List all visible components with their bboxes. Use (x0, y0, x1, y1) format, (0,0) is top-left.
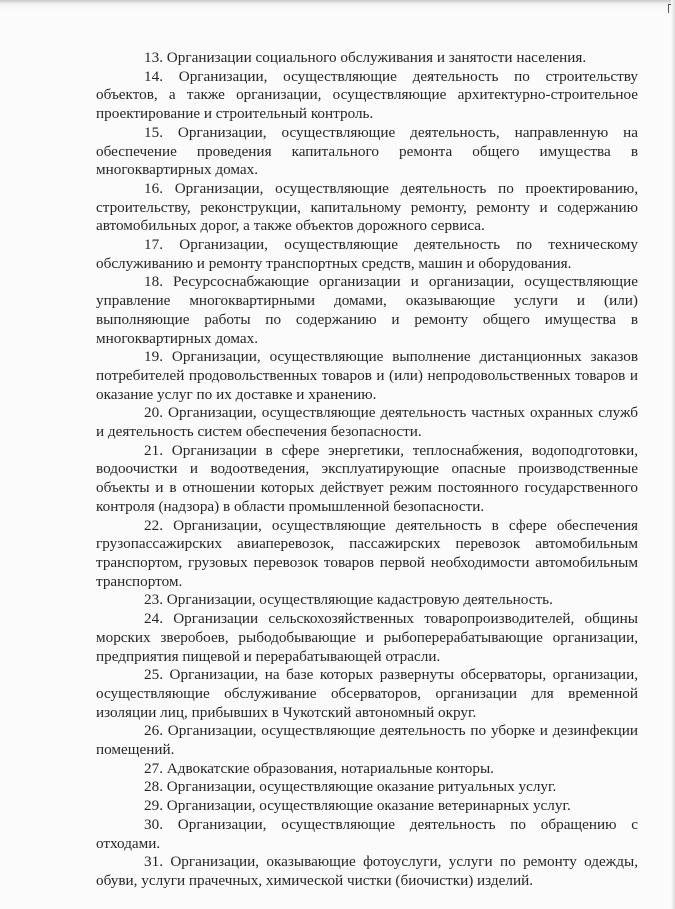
list-item-17: 17. Организации, осуществляющие деятельность по техническому обслуживанию и ремонту транспортных средств, машин и оборудования. (96, 236, 638, 272)
list-item-31: 31. Организации, оказывающие фотоуслуги, услуги по ремонту одежды, обуви, услуги прачечных, химической чистки (биочистки) изделий. (96, 853, 638, 889)
document-body (96, 49, 638, 891)
page-right-edge (671, 0, 675, 909)
list-item-18: 18. Ресурсоснабжающие организации и организации, осуществляющие управление многоквартирными домами, оказывающие услуги и (или) выполняющие работы по содержанию и ремонту общего имущества в многоквартирных домах. (96, 273, 638, 347)
list-item-23: 23. Организации, осуществляющие кадастровую деятельность. (144, 591, 553, 609)
list-item-25: 25. Организации, на базе которых развернуты обсерваторы, организации, осуществляющие обслуживание обсерваторов, организации для временной изоляции лиц, прибывших в Чукотский автономный округ. (96, 666, 638, 721)
list-item-21: 21. Организации в сфере энергетики, теплоснабжения, водоподготовки, водоочистки и водоотведения, эксплуатирующие опасные производственные объекты и в отношении которых действует режим постоянного государственного контроля (надзора) в области промышленной безопасности. (96, 441, 638, 515)
list-item-19: 19. Организации, осуществляющие выполнение дистанционных заказов потребителей продовольственных товаров и (или) непродовольственных товаров и оказание услуг по их доставке и хранению. (96, 348, 638, 403)
list-item-15: 15. Организации, осуществляющие деятельность, направленную на обеспечение проведения капитального ремонта общего имущества в многоквартирных домах. (96, 123, 638, 179)
list-item-29: 29. Организации, осуществляющие оказание ветеринарных услуг. (144, 797, 571, 815)
list-item-20: 20. Организации, осуществляющие деятельность частных охранных служб и деятельность систем обеспечения безопасности. (96, 404, 638, 441)
list-item-28: 28. Организации, осуществляющие оказание ритуальных услуг. (144, 778, 557, 796)
page-top-edge (0, 0, 675, 10)
list-item-30: 30. Организации, осуществляющие деятельность по обращению с отходами. (96, 815, 638, 852)
list-item-14: 14. Организации, осуществляющие деятельность по строительству объектов, а также организации, осуществляющие архитектурно-строительное проектирование и строительный контроль. (96, 67, 638, 123)
list-item-27: 27. Адвокатские образования, нотариальные конторы. (144, 759, 494, 777)
list-item-24: 24. Организации сельскохозяйственных товаропроизводителей, общины морских зверобоев, рыбодобывающие и рыбоперерабатывающие организации, предприятия пищевой и перерабатывающей отрасли. (96, 610, 638, 665)
list-item-13: 13. Организации социального обслуживания и занятости населения. (144, 49, 587, 66)
list-item-22: 22. Организации, осуществляющие деятельность в сфере обеспечения грузопассажирских авиаперевозок, пассажирских перевозок автомобильным транспортом, грузовых перевозок товаров первой необходимости автомобильным транспортом. (96, 516, 638, 590)
list-item-16: 16. Организации, осуществляющие деятельность по проектированию, строительству, реконструкции, капитальному ремонту, ремонту и содержанию автомобильных дорог, а также объектов дорожного сервиса. (96, 179, 638, 235)
list-item-26: 26. Организации, осуществляющие деятельность по уборке и дезинфекции помещений. (96, 722, 638, 759)
